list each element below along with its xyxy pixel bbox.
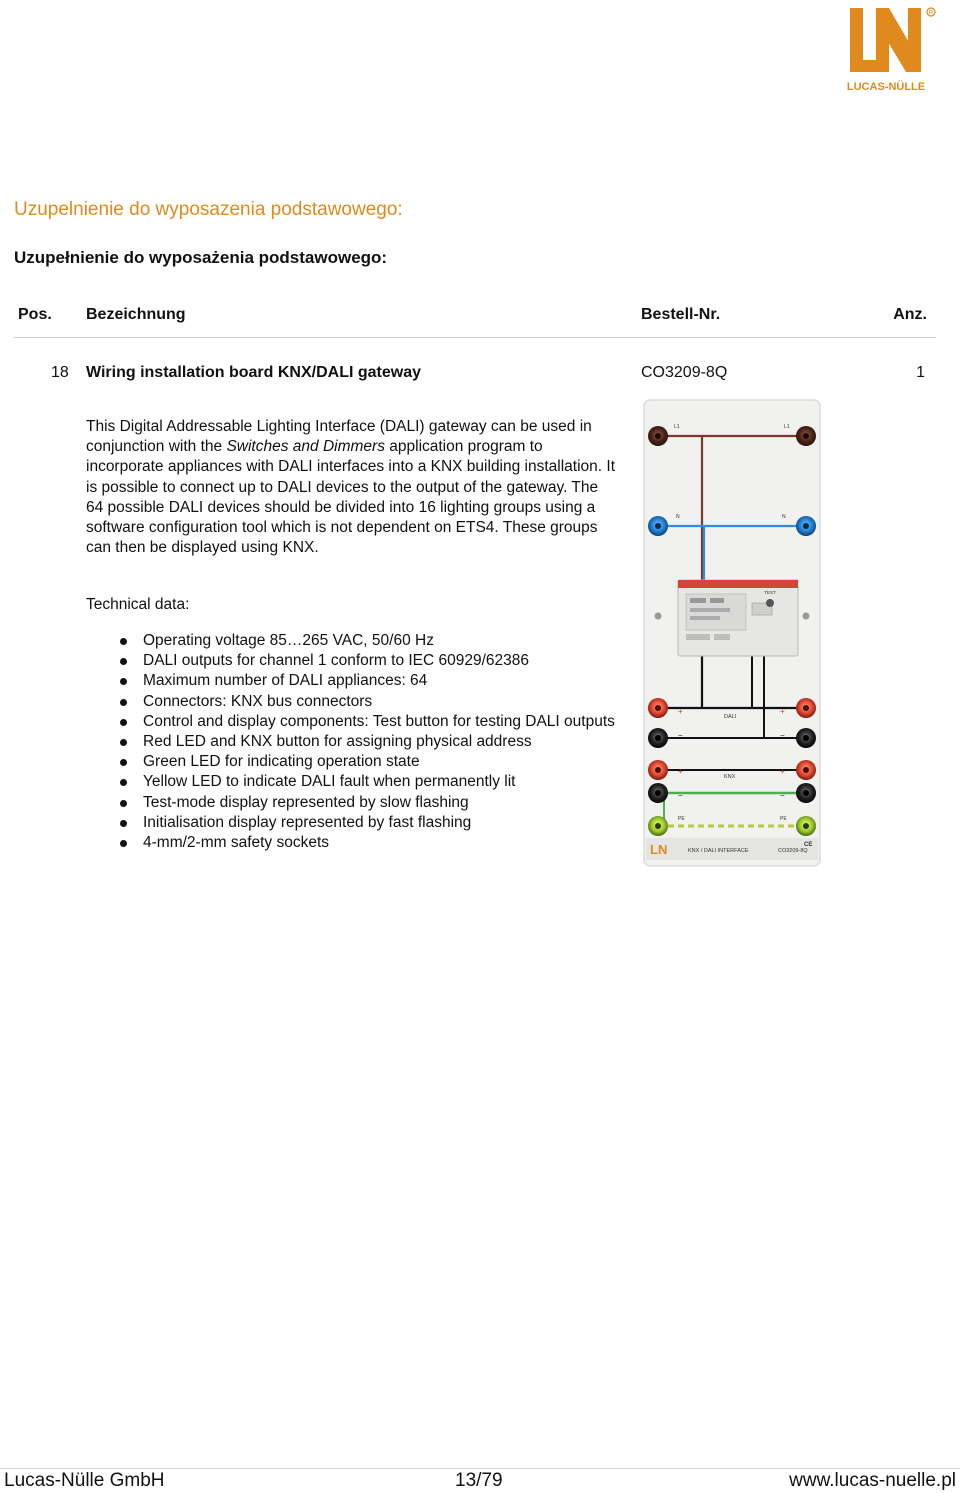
description-part2: application program to incorporate appliances with DALI interfaces into a KNX building installation. It is possible to connect up to DALI devices to the output of the gateway. The 64 possible DALI devices should be divided into 16 lighting groups using a software configuration tool which is not dependent on ETS4. These groups can then be displayed using KNX. bbox=[86, 438, 616, 557]
list-item: Control and display components: Test button for testing DALI outputs bbox=[120, 712, 640, 732]
board-label-dali: DALI bbox=[724, 714, 737, 720]
board-label-pe-left: PE bbox=[678, 816, 685, 822]
footer-divider bbox=[0, 1468, 960, 1469]
board-minus-dali-right: − bbox=[780, 731, 785, 740]
feature-list bbox=[120, 631, 640, 853]
board-label-pe-right: PE bbox=[780, 816, 787, 822]
column-header-qty: Anz. bbox=[893, 306, 927, 323]
list-item: Yellow LED to indicate DALI fault when permanently lit bbox=[120, 772, 640, 792]
board-plus-knx-right: + bbox=[780, 767, 785, 776]
list-item: Green LED for indicating operation state bbox=[120, 752, 640, 772]
product-image-board bbox=[642, 398, 822, 868]
board-label-knx: KNX bbox=[724, 774, 736, 780]
row-qty: 1 bbox=[916, 364, 925, 381]
list-item: 4-mm/2-mm safety sockets bbox=[120, 833, 640, 853]
board-minus-knx-right: − bbox=[780, 791, 785, 800]
footer-company: Lucas-Nülle GmbH bbox=[4, 1470, 165, 1491]
row-name: Wiring installation board KNX/DALI gateway bbox=[86, 364, 421, 381]
board-label-l1-left: L1 bbox=[674, 424, 680, 430]
board-footer-logo: LN bbox=[650, 842, 668, 857]
svg-text:R: R bbox=[928, 10, 934, 17]
heading-black: Uzupełnienie do wyposażenia podstawowego: bbox=[14, 248, 388, 267]
footer-page-number: 13/79 bbox=[455, 1470, 503, 1491]
board-footer-code: CO3209-8Q bbox=[778, 848, 808, 854]
list-item: Initialisation display represented by fast flashing bbox=[120, 813, 640, 833]
board-ce-mark: CE bbox=[804, 842, 813, 848]
board-label-l1-right: L1 bbox=[784, 424, 790, 430]
product-description bbox=[86, 417, 616, 558]
list-item: DALI outputs for channel 1 conform to IEC 60929/62386 bbox=[120, 651, 640, 671]
row-order: CO3209-8Q bbox=[641, 364, 728, 381]
board-label-n-right: N bbox=[782, 514, 786, 520]
board-footer-title: KNX / DALI INTERFACE bbox=[688, 848, 749, 854]
list-item: Test-mode display represented by slow flashing bbox=[120, 793, 640, 813]
column-header-order: Bestell-Nr. bbox=[641, 306, 721, 323]
heading-orange: Uzupelnienie do wyposazenia podstawowego: bbox=[14, 199, 403, 220]
board-minus-dali-left: − bbox=[678, 731, 683, 740]
footer-url: www.lucas-nuelle.pl bbox=[789, 1470, 956, 1491]
board-plus-dali-right: + bbox=[780, 707, 785, 716]
row-pos: 18 bbox=[51, 364, 69, 381]
board-plus-dali-left: + bbox=[678, 707, 683, 716]
board-minus-knx-left: − bbox=[678, 791, 683, 800]
logo-text: LUCAS-NÜLLE bbox=[846, 81, 926, 93]
board-label-test: TEST bbox=[764, 590, 776, 595]
list-item: Operating voltage 85…265 VAC, 50/60 Hz bbox=[120, 631, 640, 651]
list-item: Red LED and KNX button for assigning physical address bbox=[120, 732, 640, 752]
company-logo bbox=[846, 4, 938, 96]
description-part1: This Digital Addressable Lighting Interface (DALI) gateway can be used in conjunction with the bbox=[86, 418, 592, 456]
technical-data-label: Technical data: bbox=[86, 596, 190, 613]
board-label-n-left: N bbox=[676, 514, 680, 520]
column-header-name: Bezeichnung bbox=[86, 306, 186, 323]
list-item: Connectors: KNX bus connectors bbox=[120, 692, 640, 712]
list-item: Maximum number of DALI appliances: 64 bbox=[120, 671, 640, 691]
column-header-pos: Pos. bbox=[18, 306, 52, 323]
header-divider bbox=[14, 337, 936, 338]
description-italic: Switches and Dimmers bbox=[226, 438, 385, 456]
board-plus-knx-left: + bbox=[678, 767, 683, 776]
